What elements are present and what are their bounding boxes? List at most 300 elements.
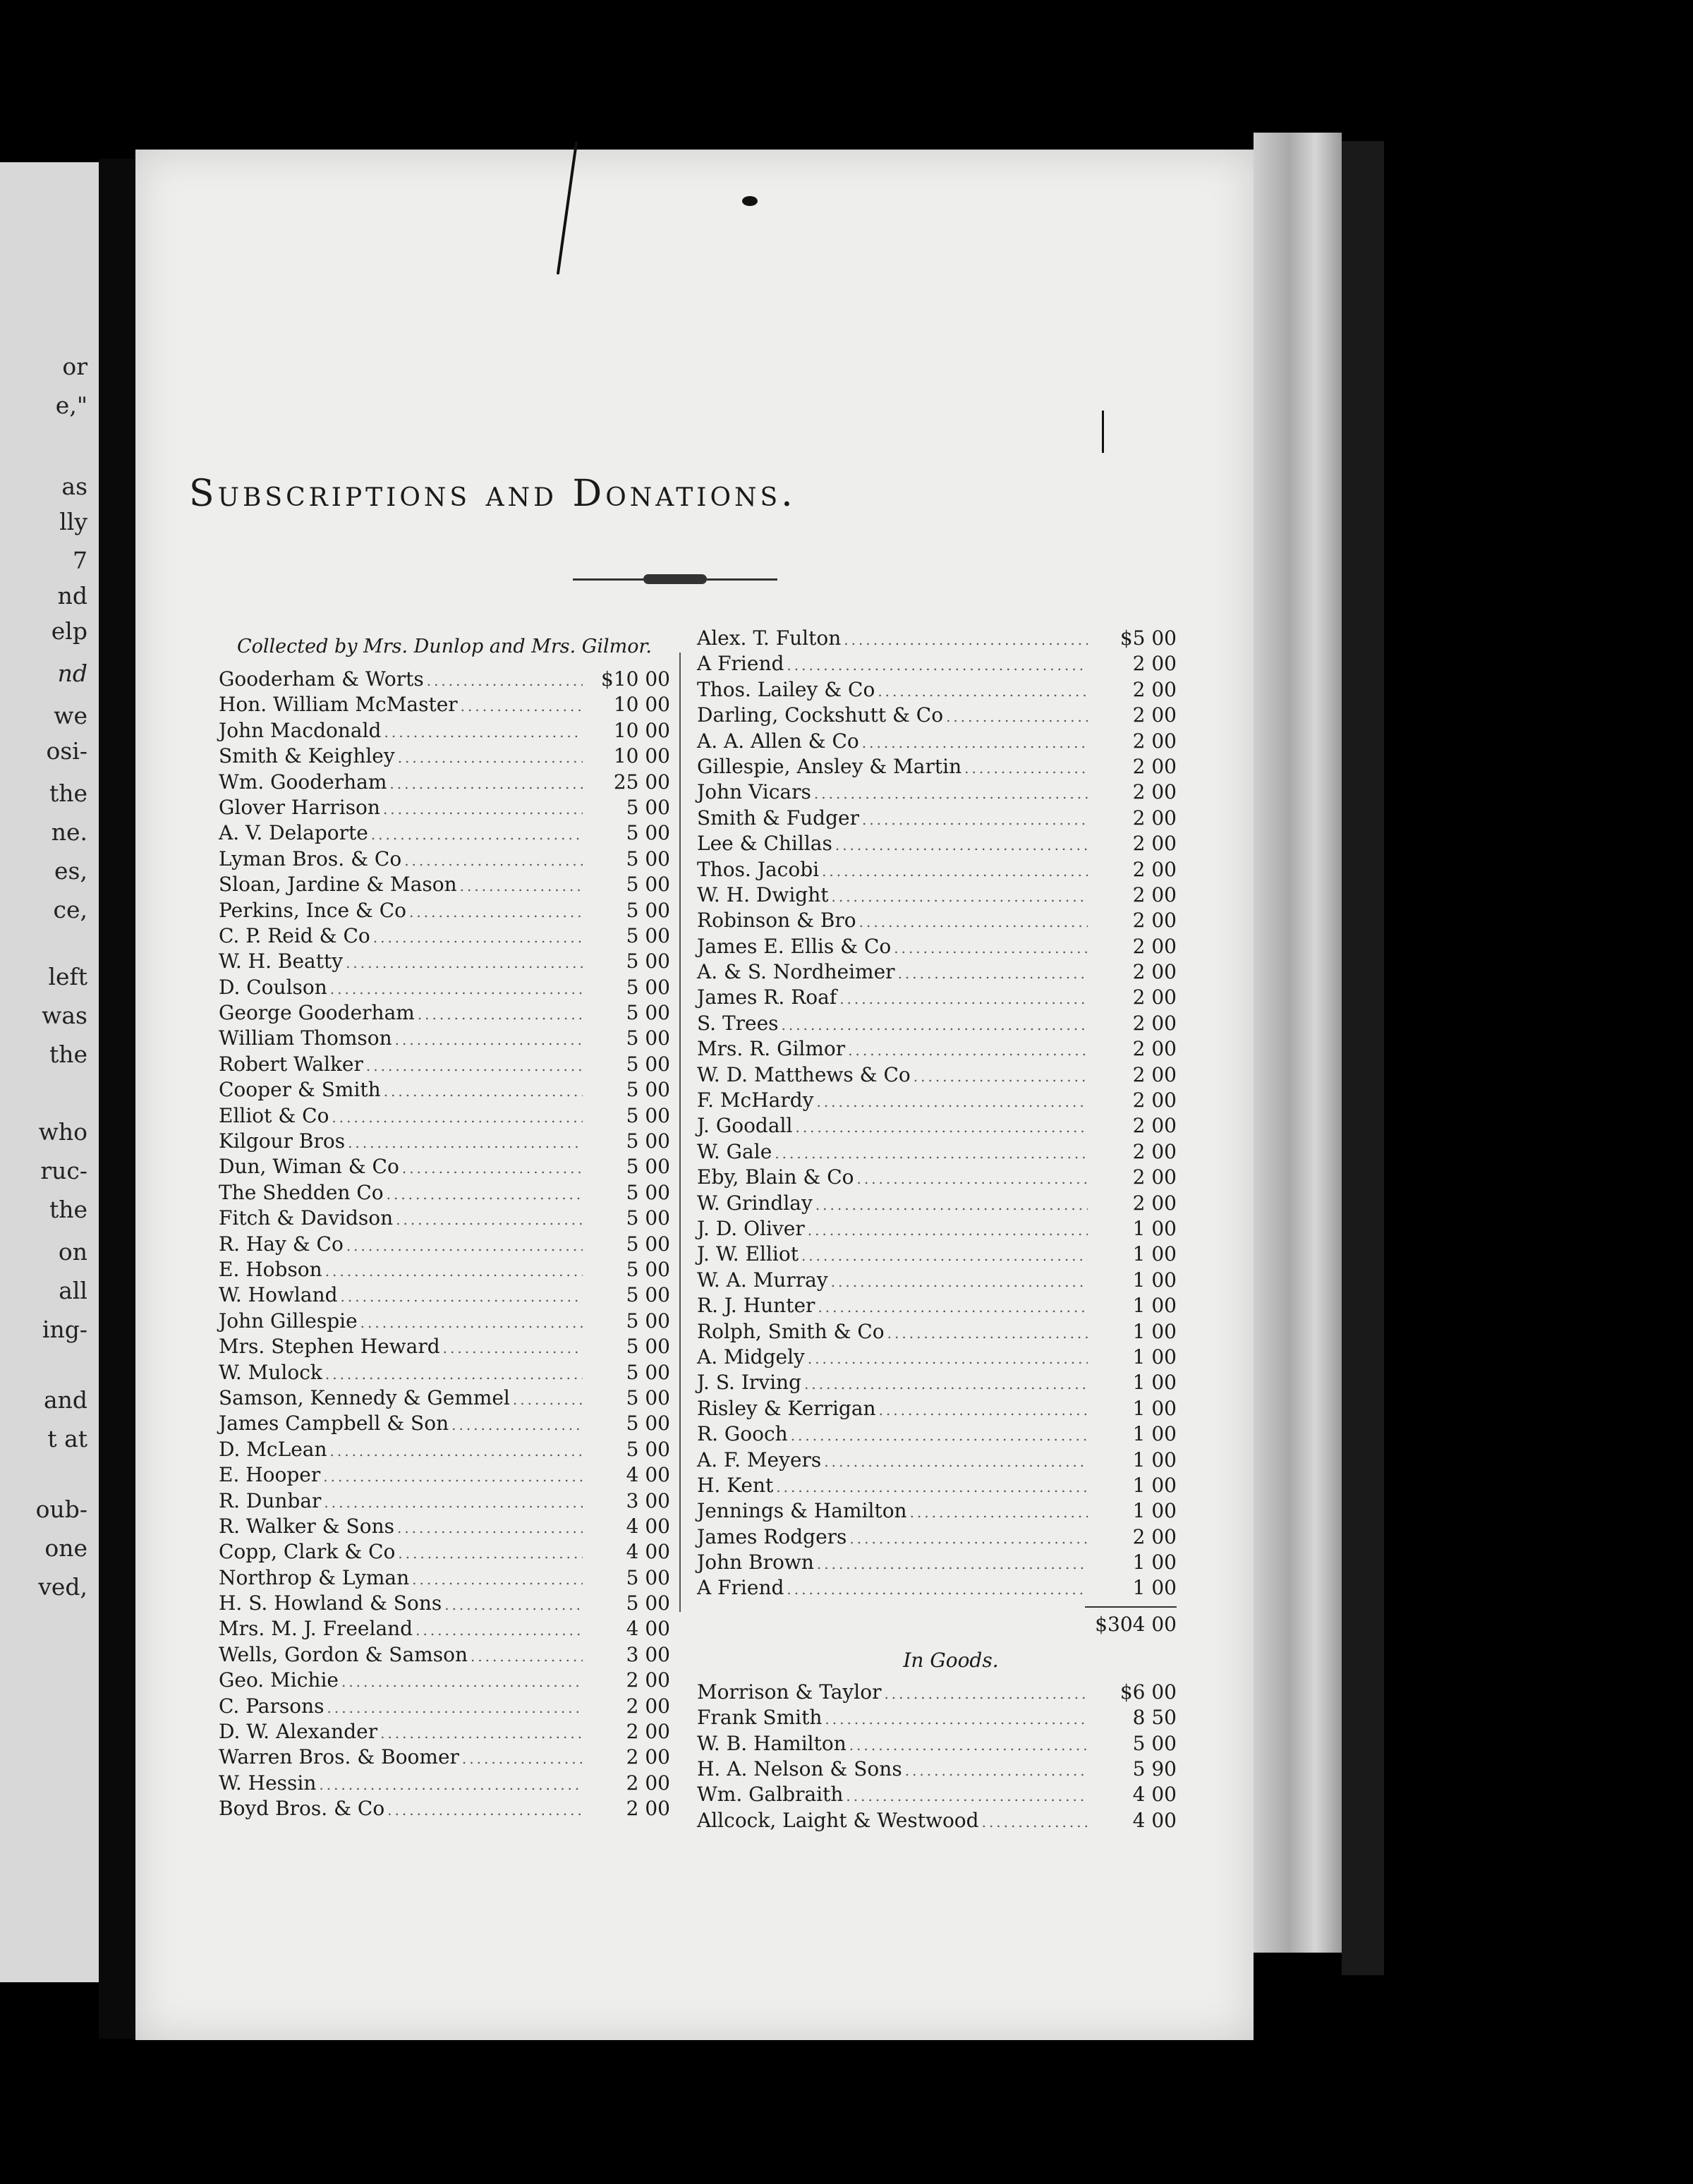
donation-amount: 2 00	[1132, 1011, 1177, 1035]
right-entry-row	[697, 1165, 1177, 1191]
left-entry-row	[219, 1232, 670, 1258]
leader-dots	[384, 1083, 583, 1100]
donor-name: Mrs. Stephen Heward	[219, 1335, 440, 1359]
leader-dots	[325, 1263, 583, 1280]
donor-name: Gooderham & Worts	[219, 667, 424, 691]
donor-name: Wm. Galbraith	[697, 1783, 844, 1807]
fragment-text: t at	[47, 1425, 87, 1452]
page-edge	[1254, 133, 1342, 1953]
leader-dots	[451, 1416, 583, 1433]
donor-name: John Brown	[697, 1551, 814, 1575]
left-entry-list	[219, 667, 670, 1823]
donor-name: Robinson & Bro	[697, 909, 856, 933]
right-entry-row	[697, 985, 1177, 1011]
leader-dots	[373, 929, 583, 946]
donor-name: W. H. Dwight	[697, 882, 829, 906]
leader-dots	[775, 1145, 1088, 1162]
leader-dots	[846, 1788, 1088, 1804]
donor-name: Mrs. R. Gilmor	[697, 1037, 846, 1061]
left-entry-row	[219, 770, 670, 796]
left-entry-row	[219, 1283, 670, 1309]
donor-name: C. Parsons	[219, 1694, 324, 1718]
fragment-text: ruc-	[40, 1157, 87, 1184]
donor-name: Perkins, Ince & Co	[219, 898, 407, 922]
leader-dots	[397, 1519, 583, 1536]
donation-amount: 2 00	[1132, 703, 1177, 727]
leader-dots	[330, 1443, 583, 1460]
leader-dots	[396, 1211, 583, 1228]
leader-dots	[387, 1186, 583, 1203]
right-entry-row	[697, 1063, 1177, 1088]
donor-name: D. W. Alexander	[219, 1720, 378, 1744]
donation-amount: 3 00	[626, 1488, 670, 1512]
leader-dots	[398, 749, 583, 766]
donor-name: Lyman Bros. & Co	[219, 847, 402, 870]
donation-amount: 2 00	[1132, 1062, 1177, 1086]
leader-dots	[384, 724, 583, 741]
leader-dots	[395, 1031, 583, 1048]
donor-name: Thos. Jacobi	[697, 857, 820, 881]
right-entry-row	[697, 729, 1177, 755]
right-entry-row	[697, 1114, 1177, 1139]
donor-name: W. B. Hamilton	[697, 1731, 846, 1755]
donor-name: F. McHardy	[697, 1088, 814, 1112]
right-entry-row	[697, 1140, 1177, 1165]
left-entry-row	[219, 1206, 670, 1232]
right-entry-row	[697, 1294, 1177, 1319]
donor-name: C. P. Reid & Co	[219, 923, 370, 947]
leader-dots	[817, 1555, 1088, 1572]
leader-dots	[815, 1196, 1088, 1213]
donor-name: A Friend	[697, 652, 784, 676]
donor-name: Allcock, Laight & Westwood	[697, 1808, 979, 1832]
leader-dots	[471, 1648, 583, 1665]
donor-name: J. S. Irving	[697, 1371, 802, 1395]
donation-amount: 5 00	[626, 795, 670, 819]
donor-name: John Macdonald	[219, 718, 382, 742]
left-entry-row	[219, 1540, 670, 1565]
donation-amount: 5 00	[626, 950, 670, 973]
donation-amount: $10 00	[601, 667, 670, 691]
fragment-text: one	[44, 1534, 87, 1562]
donor-name: R. Dunbar	[219, 1488, 322, 1512]
donor-name: H. A. Nelson & Sons	[697, 1757, 902, 1781]
donor-name: William Thomson	[219, 1026, 392, 1050]
right-entry-row	[697, 1474, 1177, 1499]
donation-amount: 10 00	[613, 718, 670, 742]
donor-name: James E. Ellis & Co	[697, 934, 892, 958]
donation-amount: $6 00	[1119, 1680, 1177, 1704]
right-entry-row	[697, 1551, 1177, 1576]
donation-amount: 2 00	[626, 1694, 670, 1718]
donor-name: Dun, Wiman & Co	[219, 1155, 399, 1179]
donor-name: James Rodgers	[697, 1524, 847, 1548]
leader-dots	[348, 1134, 583, 1151]
donation-amount: 5 00	[626, 1103, 670, 1127]
donation-amount: 2 00	[1132, 882, 1177, 906]
donation-amount: 2 00	[1132, 677, 1177, 701]
fragment-text: osi-	[46, 737, 87, 765]
donor-name: Warren Bros. & Boomer	[219, 1745, 459, 1769]
donation-amount: 2 00	[626, 1720, 670, 1744]
fragment-text: ved,	[38, 1573, 87, 1601]
leader-dots	[782, 1017, 1088, 1033]
right-entry-row	[697, 780, 1177, 806]
left-entry-row	[219, 1181, 670, 1206]
donor-name: W. Hessin	[219, 1771, 317, 1795]
leader-dots	[402, 1160, 583, 1177]
donor-name: Morrison & Taylor	[697, 1680, 882, 1704]
donor-name: Lee & Chillas	[697, 832, 832, 856]
fragment-text: was	[42, 1002, 87, 1029]
left-entry-row	[219, 1720, 670, 1745]
left-entry-row	[219, 667, 670, 693]
donor-name: Darling, Cockshutt & Co	[697, 703, 944, 727]
donor-name: Wm. Gooderham	[219, 770, 387, 794]
right-entry-list	[697, 626, 1177, 1602]
donor-name: W. Howland	[219, 1283, 338, 1307]
donation-amount: 2 00	[1132, 729, 1177, 753]
donor-name: J. D. Oliver	[697, 1216, 805, 1240]
left-entry-row	[219, 1078, 670, 1103]
left-entry-row	[219, 950, 670, 975]
donation-amount: 5 00	[626, 1360, 670, 1384]
fragment-text: nd	[57, 582, 87, 609]
leader-dots	[461, 698, 583, 715]
donation-amount: 1 00	[1132, 1396, 1177, 1420]
donation-amount: 5 00	[626, 1129, 670, 1153]
leader-dots	[427, 672, 583, 689]
donation-amount: 2 00	[1132, 934, 1177, 958]
donor-name: Rolph, Smith & Co	[697, 1319, 885, 1343]
fragment-text: e,"	[55, 392, 87, 419]
donor-name: Robert Walker	[219, 1052, 363, 1076]
donation-amount: 1 00	[1132, 1448, 1177, 1472]
donor-name: Mrs. M. J. Freeland	[219, 1617, 413, 1641]
leader-dots	[418, 1006, 583, 1023]
donation-amount: 1 00	[1132, 1422, 1177, 1446]
donor-name: John Vicars	[697, 780, 811, 804]
leader-dots	[323, 1468, 583, 1485]
left-entry-row	[219, 924, 670, 950]
leader-dots	[332, 1109, 583, 1126]
donation-amount: 5 00	[626, 1309, 670, 1333]
donation-amount: 1 00	[1132, 1551, 1177, 1575]
donation-amount: 5 00	[626, 898, 670, 922]
left-entry-row	[219, 1438, 670, 1463]
fragment-text: ce,	[53, 896, 87, 923]
left-entry-row	[219, 1155, 670, 1180]
goods-entry-row	[697, 1706, 1177, 1731]
donor-name: Smith & Keighley	[219, 744, 395, 768]
right-entry-row	[697, 883, 1177, 909]
left-entry-row	[219, 821, 670, 847]
goods-entry-row	[697, 1783, 1177, 1808]
leader-dots	[383, 801, 583, 818]
fragment-text: who	[38, 1118, 87, 1146]
left-entry-row	[219, 1361, 670, 1386]
donor-name: W. A. Murray	[697, 1268, 828, 1292]
right-entry-row	[697, 755, 1177, 780]
leader-dots	[844, 631, 1088, 648]
leader-dots	[964, 760, 1088, 777]
donor-name: Glover Harrison	[219, 795, 380, 819]
left-entry-row	[219, 1668, 670, 1694]
leader-dots	[910, 1504, 1088, 1521]
donation-amount: 5 00	[626, 1257, 670, 1281]
donor-name: Sloan, Jardine & Mason	[219, 873, 457, 897]
right-entry-row	[697, 1191, 1177, 1217]
left-entry-row	[219, 976, 670, 1001]
leader-dots	[324, 1494, 583, 1511]
leader-dots	[389, 775, 583, 792]
leader-dots	[884, 1685, 1088, 1702]
donor-name: A. Midgely	[697, 1345, 805, 1369]
donation-amount: 5 00	[626, 1437, 670, 1461]
left-column-heading: Collected by Mrs. Dunlop and Mrs. Gilmor.	[236, 636, 652, 657]
donor-name: J. W. Elliot	[697, 1242, 799, 1266]
donation-amount: 5 00	[626, 1026, 670, 1050]
total-rule	[1085, 1606, 1177, 1608]
leader-dots	[898, 965, 1088, 982]
donation-amount: 2 00	[1132, 985, 1177, 1009]
left-entry-row	[219, 873, 670, 898]
left-entry-row	[219, 719, 670, 744]
donor-name: Cooper & Smith	[219, 1078, 381, 1102]
right-entry-row	[697, 960, 1177, 985]
leader-dots	[849, 1530, 1088, 1547]
donation-amount: 5 00	[626, 1001, 670, 1025]
right-entry-row	[697, 1576, 1177, 1601]
donation-amount: 1 00	[1132, 1576, 1177, 1600]
donor-name: E. Hobson	[219, 1257, 322, 1281]
right-entry-row	[697, 626, 1177, 652]
donor-name: R. Walker & Sons	[219, 1514, 394, 1538]
leader-dots	[398, 1545, 583, 1562]
donation-amount: 5 00	[626, 1591, 670, 1615]
donor-name: E. Hooper	[219, 1463, 321, 1487]
donation-amount: 5 00	[626, 1335, 670, 1359]
leader-dots	[360, 1314, 583, 1331]
donation-amount: 5 00	[626, 1283, 670, 1307]
title-divider-ornament	[643, 574, 707, 584]
donation-amount: 2 00	[626, 1797, 670, 1821]
donation-amount: 5 00	[626, 847, 670, 870]
leader-dots	[831, 888, 1088, 905]
leader-dots	[825, 1711, 1088, 1728]
right-entry-row	[697, 806, 1177, 832]
right-entry-row	[697, 1448, 1177, 1474]
donor-name: A. A. Allen & Co	[697, 729, 859, 753]
leader-dots	[859, 914, 1088, 930]
fragment-text: 7	[73, 547, 87, 574]
donation-amount: 10 00	[613, 744, 670, 768]
fragment-text: all	[59, 1277, 87, 1304]
right-entry-row	[697, 1217, 1177, 1242]
left-entry-row	[219, 1745, 670, 1771]
donation-amount: 2 00	[1132, 1114, 1177, 1138]
donor-name: Alex. T. Fulton	[697, 626, 842, 650]
donation-amount: 2 00	[626, 1668, 670, 1692]
left-entry-row	[219, 1797, 670, 1822]
page-edge-shadow	[1342, 141, 1384, 1975]
leader-dots	[818, 1299, 1088, 1316]
donor-name: Jennings & Hamilton	[697, 1499, 907, 1523]
leader-dots	[776, 1479, 1088, 1496]
donation-amount: 4 00	[626, 1617, 670, 1641]
left-entry-row	[219, 1515, 670, 1540]
donation-amount: 5 00	[626, 1180, 670, 1204]
leader-dots	[327, 1699, 583, 1716]
left-entry-row	[219, 899, 670, 924]
donation-amount: 5 00	[626, 1565, 670, 1589]
donation-amount: 2 00	[1132, 1165, 1177, 1189]
donation-amount: 5 00	[626, 1385, 670, 1409]
right-entry-row	[697, 1499, 1177, 1524]
fragment-text: ing-	[42, 1316, 87, 1343]
donor-name: Wells, Gordon & Samson	[219, 1642, 468, 1666]
leader-dots	[801, 1247, 1088, 1264]
leader-dots	[835, 837, 1088, 854]
leader-dots	[816, 1093, 1088, 1110]
donor-name: Elliot & Co	[219, 1103, 329, 1127]
leader-dots	[862, 734, 1088, 751]
donation-amount: 4 00	[1132, 1783, 1177, 1807]
goods-entry-row	[697, 1680, 1177, 1706]
leader-dots	[412, 1571, 583, 1588]
right-entry-row	[697, 678, 1177, 703]
right-entry-row	[697, 832, 1177, 857]
ink-blot	[742, 196, 758, 206]
donation-amount: 1 00	[1132, 1294, 1177, 1318]
fragment-text: the	[49, 779, 87, 807]
goods-entry-list	[697, 1680, 1177, 1834]
leader-dots	[409, 904, 583, 921]
donor-name: Smith & Fudger	[697, 806, 859, 830]
left-entry-row	[219, 1386, 670, 1412]
donation-amount: 5 00	[626, 1155, 670, 1179]
donor-name: R. J. Hunter	[697, 1294, 815, 1318]
left-entry-row	[219, 796, 670, 821]
donation-amount: 1 00	[1132, 1371, 1177, 1395]
donor-name: George Gooderham	[219, 1001, 415, 1025]
leader-dots	[848, 1042, 1088, 1059]
leader-dots	[839, 990, 1088, 1007]
donor-name: D. McLean	[219, 1437, 327, 1461]
donor-name: D. Coulson	[219, 975, 327, 999]
donor-name: Thos. Lailey & Co	[697, 677, 875, 701]
fragment-text: elp	[51, 617, 87, 645]
left-entry-row	[219, 847, 670, 873]
left-entry-row	[219, 1258, 670, 1283]
left-entry-row	[219, 1591, 670, 1617]
fragment-text: or	[62, 353, 87, 380]
left-entry-row	[219, 1001, 670, 1026]
donor-name: W. H. Beatty	[219, 950, 344, 973]
leader-dots	[894, 940, 1088, 957]
donor-name: Boyd Bros. & Co	[219, 1797, 385, 1821]
right-entry-row	[697, 1012, 1177, 1037]
left-entry-row	[219, 1026, 670, 1052]
leader-dots	[849, 1737, 1088, 1754]
donor-name: J. Goodall	[697, 1114, 793, 1138]
donation-amount: 4 00	[626, 1514, 670, 1538]
leader-dots	[325, 1366, 583, 1383]
leader-dots	[404, 852, 583, 869]
donor-name: Kilgour Bros	[219, 1129, 346, 1153]
donor-name: Northrop & Lyman	[219, 1565, 410, 1589]
leader-dots	[319, 1776, 583, 1793]
donor-name: Eby, Blain & Co	[697, 1165, 854, 1189]
leader-dots	[513, 1391, 583, 1408]
donor-name: H. Kent	[697, 1473, 774, 1497]
donation-amount: 2 00	[1132, 909, 1177, 933]
donation-amount: 2 00	[1132, 1139, 1177, 1163]
donation-amount: 2 00	[1132, 806, 1177, 830]
donation-amount: 5 00	[626, 1412, 670, 1436]
subscription-total: $304 00	[1095, 1612, 1177, 1636]
leader-dots	[346, 1237, 583, 1254]
left-entry-row	[219, 693, 670, 718]
leader-dots	[387, 1802, 583, 1819]
leader-dots	[330, 981, 583, 997]
donation-amount: 2 00	[1132, 1524, 1177, 1548]
donation-amount: 2 00	[1132, 652, 1177, 676]
fragment-text: the	[49, 1041, 87, 1068]
donation-amount: 5 00	[626, 873, 670, 897]
donation-amount: 4 00	[1132, 1808, 1177, 1832]
donation-amount: 4 00	[626, 1463, 670, 1487]
fragment-text: on	[58, 1238, 87, 1266]
donation-amount: 2 00	[1132, 1088, 1177, 1112]
leader-dots	[831, 1273, 1088, 1290]
donation-amount: 25 00	[613, 770, 670, 794]
donation-amount: 5 00	[626, 1052, 670, 1076]
donation-amount: 1 00	[1132, 1268, 1177, 1292]
right-entry-row	[697, 703, 1177, 729]
leader-dots	[444, 1596, 583, 1613]
fragment-text: left	[48, 963, 87, 990]
donor-name: A. V. Delaporte	[219, 821, 368, 845]
donation-amount: 2 00	[1132, 1037, 1177, 1061]
leader-dots	[791, 1427, 1088, 1444]
donation-amount: 5 00	[626, 923, 670, 947]
left-entry-row	[219, 1335, 670, 1360]
right-entry-row	[697, 1525, 1177, 1551]
fragment-text: es,	[54, 857, 87, 885]
fragment-text: the	[49, 1196, 87, 1223]
right-entry-row	[697, 1088, 1177, 1114]
leader-dots	[982, 1814, 1088, 1831]
donor-name: A. F. Meyers	[697, 1448, 822, 1472]
goods-heading: In Goods.	[903, 1648, 999, 1672]
donor-name: S. Trees	[697, 1011, 779, 1035]
right-entry-row	[697, 652, 1177, 677]
fragment-text: ne.	[51, 818, 87, 846]
donation-amount: 2 00	[1132, 832, 1177, 856]
left-column	[219, 635, 670, 1823]
donor-name: A Friend	[697, 1576, 784, 1600]
donation-amount: 1 00	[1132, 1473, 1177, 1497]
leader-dots	[415, 1622, 583, 1639]
fragment-text: as	[61, 473, 87, 500]
right-entry-row	[697, 935, 1177, 960]
goods-entry-row	[697, 1809, 1177, 1834]
donor-name: Fitch & Davidson	[219, 1206, 394, 1230]
left-entry-row	[219, 1129, 670, 1155]
donation-amount: 1 00	[1132, 1242, 1177, 1266]
donation-amount: 8 50	[1132, 1706, 1177, 1730]
